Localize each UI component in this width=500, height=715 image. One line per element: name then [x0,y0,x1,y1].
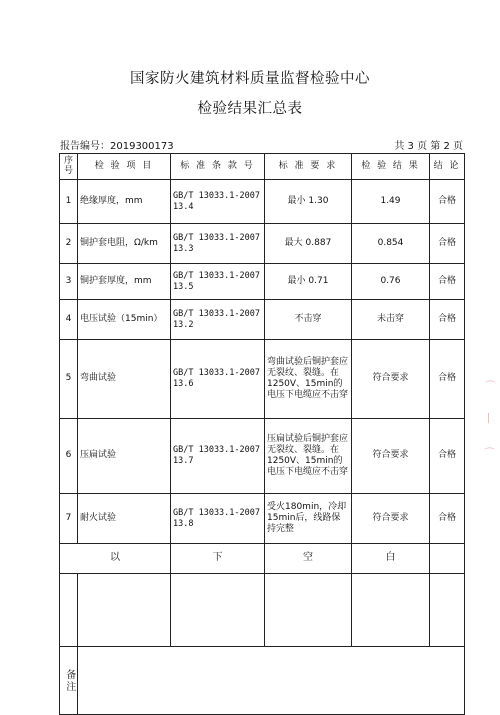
row-result: 0.854 [352,224,430,264]
row-result: 1.49 [352,180,430,224]
row-item: 压扁试验 [78,419,171,494]
row-result: 未击穿 [352,300,430,340]
header-clause: 标 准 条 款 号 [171,154,265,180]
row-clause: GB/T 13033.1-2007 13.2 [171,300,265,340]
empty-cell [352,574,430,647]
header-conclusion: 结 论 [430,154,465,180]
stamp-mark: ⌒ 丨 ⌒ [483,380,496,460]
row-item: 弯曲试验 [78,340,171,419]
row-clause: GB/T 13033.1-2007 13.4 [171,180,265,224]
header-no: 序号 [60,154,78,180]
row-no: 3 [60,264,78,300]
row-conclusion: 合格 [430,419,465,494]
table-row [60,300,465,340]
table-row [60,419,465,494]
row-requirement: 最大 0.887 [265,224,352,264]
table-row [60,340,465,419]
row-clause: GB/T 13033.1-2007 13.8 [171,494,265,544]
document-title: 国家防火建筑材料质量监督检验中心 [130,71,370,87]
row-item: 铜护套厚度，mm [78,264,171,300]
row-requirement: 压扁试验后铜护套应无裂纹、裂缝。在1250V、15min的电压下电缆应不击穿 [265,419,352,494]
row-item: 铜护套电阻，Ω/km [78,224,171,264]
table-row [60,264,465,300]
remarks-row [60,647,465,715]
table-title: 检验结果汇总表 [197,101,303,117]
blank-char: 白 [352,544,430,574]
table-row [60,180,465,224]
results-table [59,153,465,715]
empty-cell [78,574,171,647]
empty-cell [265,574,352,647]
row-requirement: 最小 0.71 [265,264,352,300]
row-clause: GB/T 13033.1-2007 13.7 [171,419,265,494]
row-conclusion: 合格 [430,300,465,340]
empty-cell [171,574,265,647]
row-requirement: 最小 1.30 [265,180,352,224]
header-requirement: 标 准 要 求 [265,154,352,180]
row-result: 符合要求 [352,494,430,544]
report-number: 报告编号：2019300173 [60,141,174,152]
row-conclusion: 合格 [430,340,465,419]
blank-row [60,544,465,574]
table-row [60,224,465,264]
row-result: 符合要求 [352,340,430,419]
row-result: 符合要求 [352,419,430,494]
row-conclusion: 合格 [430,264,465,300]
blank-char: 空 [265,544,352,574]
row-clause: GB/T 13033.1-2007 13.3 [171,224,265,264]
page-info: 共 3 页 第 2 页 [394,141,463,152]
row-conclusion: 合格 [430,224,465,264]
row-requirement: 受火180min，冷却15min后，线路保持完整 [265,494,352,544]
blank-char: 下 [171,544,265,574]
row-no: 4 [60,300,78,340]
row-item: 耐火试验 [78,494,171,544]
blank-char: 以 [60,544,171,574]
row-no: 1 [60,180,78,224]
row-conclusion: 合格 [430,494,465,544]
remarks-content [78,647,465,715]
row-requirement: 弯曲试验后铜护套应无裂纹、裂缝。在1250V、15min的电压下电缆应不击穿 [265,340,352,419]
row-result: 0.76 [352,264,430,300]
row-item: 电压试验（15min） [78,300,171,340]
row-requirement: 不击穿 [265,300,352,340]
row-no: 6 [60,419,78,494]
row-no: 7 [60,494,78,544]
empty-cell [430,574,465,647]
header-item: 检 验 项 目 [78,154,171,180]
header-row [60,154,465,180]
row-no: 2 [60,224,78,264]
remarks-label: 备注 [60,647,78,715]
table-row [60,494,465,544]
row-no: 5 [60,340,78,419]
row-clause: GB/T 13033.1-2007 13.6 [171,340,265,419]
header-result: 检 验 结 果 [352,154,430,180]
row-item: 绝缘厚度，mm [78,180,171,224]
row-clause: GB/T 13033.1-2007 13.5 [171,264,265,300]
row-conclusion: 合格 [430,180,465,224]
empty-row [60,574,465,647]
blank-cell [430,544,465,574]
empty-cell [60,574,78,647]
